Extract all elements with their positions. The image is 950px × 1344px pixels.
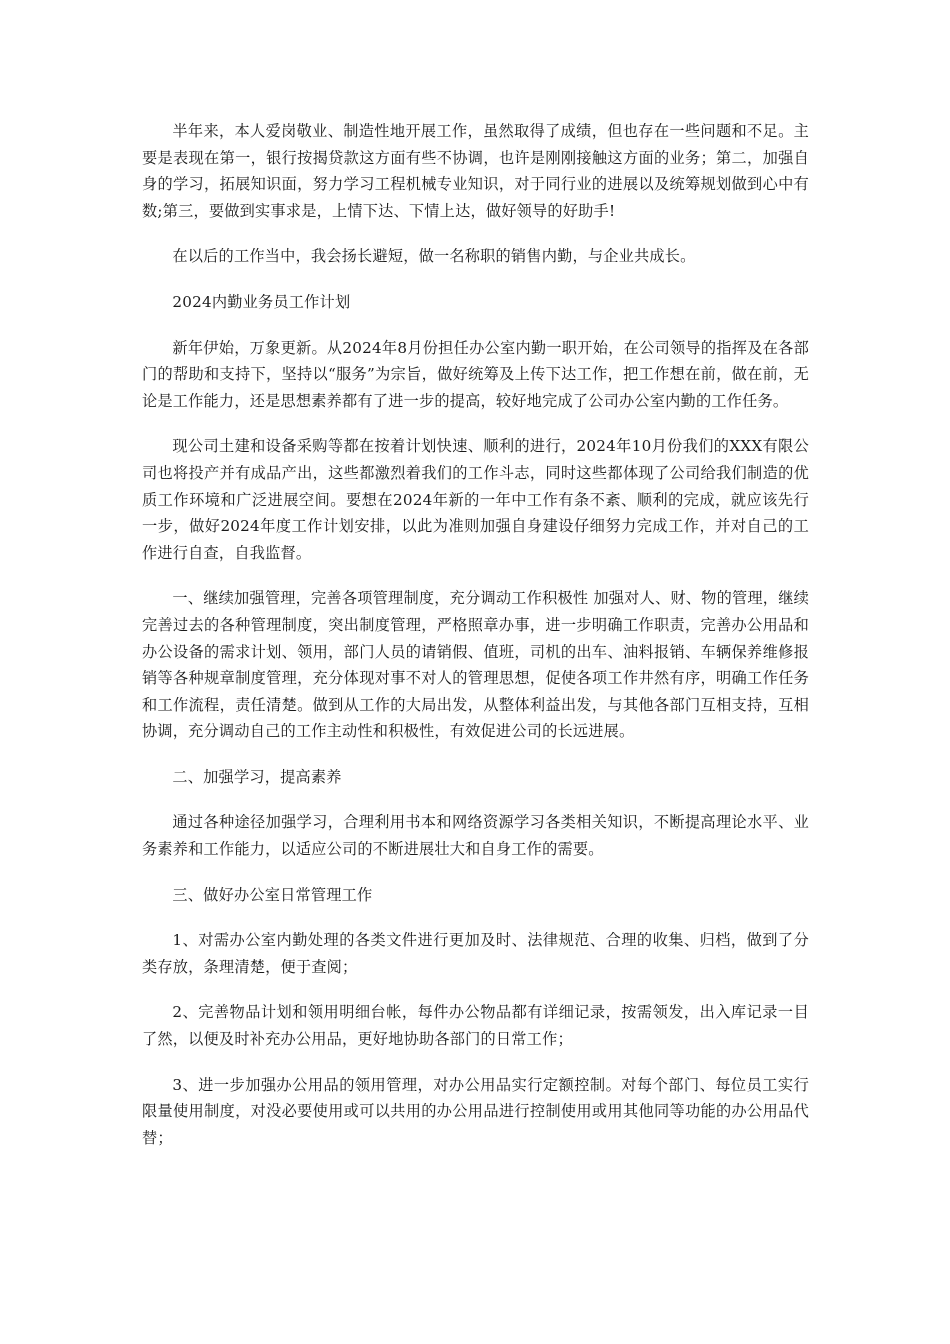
list-item-supplies-control: 3、进一步加强办公用品的领用管理，对办公用品实行定额控制。对每个部门、每位员工实行限量使用制度，对没必要使用或可以共用的办公用品进行控制使用或用其他同等功能的办公用品代替；: [142, 1075, 809, 1147]
paragraph-summary-issues: 半年来，本人爱岗敬业、制造性地开展工作，虽然取得了成绩，但也存在一些问题和不足。主要是表现在第一，银行按揭贷款这方面有些不协调，也许是刚刚接触这方面的业务；第二，加强自身的学习，拓展知识面，努力学习工程机械专业知识，对于同行业的进展以及统筹规划做到心中有数;第三，要做到实事求是，上情下达、下情上达，做好领导的好助手!: [142, 122, 809, 220]
paragraph-study: 通过各种途径加强学习，合理利用书本和网络资源学习各类相关知识，不断提高理论水平、业务素养和工作能力，以适应公司的不断进展壮大和自身工作的需要。: [142, 813, 809, 859]
document-page: [142, 118, 809, 1170]
heading-office-management: 三、做好办公室日常管理工作: [172, 885, 373, 904]
list-item-documents: 1、对需办公室内勤处理的各类文件进行更加及时、法律规范、合理的收集、归档，做到了分类存放，条理清楚，便于查阅；: [142, 931, 809, 976]
paragraph-management: 一、继续加强管理，完善各项管理制度，充分调动工作积极性 加强对人、财、物的管理，继续完善过去的各种管理制度，突出制度管理，严格照章办事，进一步明确工作职责，完善办公用品和办公设备的需求计划、领用，部门人员的请销假、值班，司机的出车、油料报销、车辆保养维修报销等各种规章制度管理，充分体现对事不对人的管理思想，促使各项工作井然有序，明确工作任务和工作流程，责任清楚。做到从工作的大局出发，从整体利益出发，与其他各部门互相支持，互相协调，充分调动自己的工作主动性和积极性，有效促进公司的长远进展。: [142, 589, 809, 741]
list-item-ledger: 2、完善物品计划和领用明细台帐，每件办公物品都有详细记录，按需领发，出入库记录一目了然，以便及时补充办公用品，更好地协助各部门的日常工作；: [142, 1003, 809, 1049]
paragraph-new-year: 新年伊始，万象更新。从2024年8月份担任办公室内勤一职开始，在公司领导的指挥及在各部门的帮助和支持下，坚持以“服务”为宗旨，做好统筹及上传下达工作，把工作想在前，做在前，无论是工作能力，还是思想素养都有了进一步的提高，较好地完成了公司办公室内勤的工作任务。: [142, 338, 809, 410]
paragraph-future-commitment: 在以后的工作当中，我会扬长避短，做一名称职的销售内勤，与企业共成长。: [172, 247, 696, 266]
section-title-work-plan: 2024内勤业务员工作计划: [172, 292, 351, 311]
paragraph-company-progress: 现公司土建和设备采购等都在按着计划快速、顺利的进行，2024年10月份我们的XXX有限公司也将投产并有成品产出，这些都激烈着我们的工作斗志，同时这些都体现了公司给我们制造的优质工作环境和广泛进展空间。要想在2024年新的一年中工作有条不紊、顺利的完成，就应该先行一步，做好2024年度工作计划安排，以此为准则加强自身建设仔细努力完成工作，并对自己的工作进行自查，自我监督。: [142, 437, 809, 562]
heading-study: 二、加强学习，提高素养: [172, 767, 342, 786]
